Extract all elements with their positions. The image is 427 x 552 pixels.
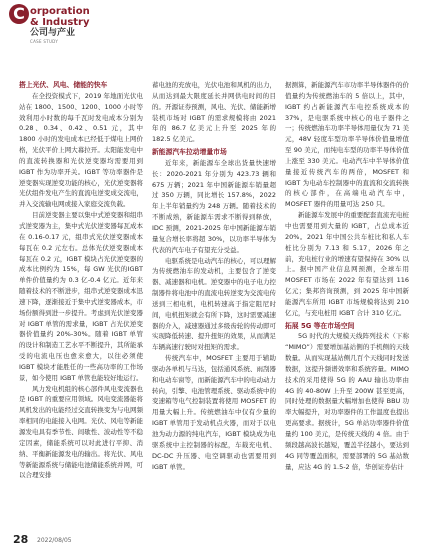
body-paragraph: 在全投资模式下，2019 年地面光伏电站在 1800、1500、1200、1000 小时等效利用小时数的每千瓦时发电成本分别为 0.28、0.34、0.42、0.51 元，其中 1800 小时的发电成本已经低于煤电上网价格，光伏平价上网大幕拉开。太阳能发电中的直流转换器和光伏逆变器均需要用到 IGBT 作为功率开关。IGBT 等功率器件是逆变器实现逆变功能的核心，光伏逆变器将光伏组件发电产生的直流电逆变成交流电，并入交流输电网或接入家庭交流负载。 — [19, 91, 143, 209]
section-heading: 新能源汽车拉动增量市场 — [152, 148, 227, 157]
magazine-header — [0, 0, 427, 60]
body-paragraph: 蓄电池的充放电，光伏电池和风机的出力，从而达到最大限度延长并网供电时间的目的。开源证券预测，风电、光伏、储能新增装机市场对 IGBT 的需求规模将由 2021 年的 86.7 亿美元上升至 2025 年的 182.5 亿美元。 — [152, 81, 276, 144]
body-paragraph: 5G 时代的大规模天线阵列技术（下称 “MIMO”）需要增加基站側的手机侧的天线数量。从而实现基站侧几百个天线同时发送数据，这提升频谱效率和系统容量。MIMO 技术的采用使得 5G 的 AAU 输出功率由 4G 的 40-80W 上升至 200W 甚至更高，同时处理的数据量大幅增加也使得 BBU 功率大幅提升，对功率器件的工作温度也提出更高要求。据统计，5G 单站功率器件价值量约 100 美元，是传统天线的 4 倍。由于频段越高波长越短，覆盖半径越小，要达到 4G 同等覆盖面积，需要部署的 5G 基站数量，应达 4G 的 1.5-2 倍，华创证券估计 — [285, 332, 409, 471]
section-heading: 拓展 5G 等在市场空间 — [285, 321, 355, 330]
section-tagline: CASE STUDY — [30, 39, 59, 44]
text-column-1 — [19, 80, 143, 481]
body-paragraph: 风力发电机组的核心部件风电变流器也是 IGBT 的重要应用领域。风电变流器能将风机发出的电能经过交直转换变为与电网频率相同的电能接入电网。光伏、风电等新能源发电具有季节性、间歇性、波动性等不稳定因素，储能系统可以对此进行平抑、消纳、平衡新能源发电的输出。将光伏、风电等新能源系统与储能电池储能系统并网，可以合理安排 — [19, 384, 143, 480]
section-logo-icon: C — [9, 4, 29, 24]
body-paragraph: 新能源车发展中的重要配套直流充电桩中也需要用到大量的 IGBT，占总成本近 20%。2021 年中国公共车桩比和私人车桩比分别为 7.13 和 5.17，2026 年之前，充电桩行业的增速有望保持在 30% 以上。据中国产业信息网预测，全球车用 MOSFET 市场在 2022 年有望达到 116 亿元；集邦咨询预测，到 2025 年中国新能源汽车所用 IGBT 市场规模将达到 210 亿元，与充电桩用 IGBT 合计 310 亿元。 — [285, 211, 409, 317]
section-name-en-2: & Industry — [30, 17, 90, 28]
section-name-en: orporation — [30, 6, 90, 17]
page-number: 28 — [13, 533, 29, 546]
body-paragraph: 传统汽车中，MOSFET 主要用于辅助驱动各单机与马达，包括通风系统、雨刮器和电动车窗等，而新能源汽车中的电动动力转向，引擎、电池管理系统、驱动系统中的变速箱等电气控制装置将使用 MOSFET 的用量大幅上升。传统燃油车中仅有少量的 IGBT 单管用于发动机点火器，而对于以电池为动力源的纯电汽车，IGBT 模块成为电驱系统中主控制器的标配，车载充电机、DC-DC 升压器、电空调驱动也需要用到 IGBT 单管。 — [152, 354, 276, 471]
body-paragraph: 电驱系统是电动汽车的核心，可以理解为传统燃油车的发动机，主要包含了逆变器、减速器和电机。逆变器中的电子电力控制器件将电池中的直流电转逆变为交流电传送到三相电机，电机转速高于指定阻尼时间，电机扭矩就会有所下降，这时需要减速器的介入，减速器通过多级齿轮的传动即可实现降低转速、提升扭矩的效果，从而满足车辆高速行驶时对扭矩的需求。 — [152, 256, 276, 352]
text-column-3 — [285, 80, 409, 472]
section-logo-text — [30, 6, 90, 45]
body-paragraph: 目前逆变器主要以集中式逆变器和组串式逆变器为主，集中式光伏逆变器每瓦成本在 0.16-0.17 元，组串式光伏逆变器成本每瓦在 0.2 元左右。总体光伏逆变器成本每瓦在 0.2 元，IGBT 模块占光伏逆变器的成本比例约为 15%，每 GW 光伏的IGBT 单件价值量约为 0.3 亿-0.4 亿元。近年来随着技术的不断进步，组串式逆变器成本迅速下降，逐渐接近于集中式逆变器成本，市场份额得到进一步提升。考虑到光伏逆变器对 IGBT 单管的需求量，IGBT 占光伏逆变器价值量约 20%-30%。随着 IGBT 单管的设计和制造工艺水平不断提升，其所能承受的电流电压也愈来愈大，以往必须使 IGBT 模块才能胜任的一些高功率的工作场景，如今使用 IGBT 单管也能较好地运行。 — [19, 211, 143, 382]
issue-date: 2022/08/05 — [37, 537, 72, 544]
text-column-2 — [152, 80, 276, 472]
section-name-cn: 公司与产业 — [30, 28, 76, 38]
page-footer — [0, 530, 427, 552]
body-paragraph: 据测算，新能源汽车市功率半导体器件的价值量约为传统燃油车的 5 倍以上，其中，IGBT 约占新能源汽车电控系统成本的 37%，是电驱系统中核心的电子器件之一；传统燃油车功率半导体用量仅为 71 美元，48V 轻度车型功率半导体价值量增值至 90 美元，而纯电车型的功率半导体价值上涨至 330 美元。电动汽车中半导体价值量接近传统汽车的两倍，MOSFET 和 IGBT 为电动车控制器中的直流和交流转换的核心部件，在高端电动汽车中，MOSFET 器件的用量可达 250 只。 — [285, 81, 409, 209]
body-paragraph: 近年来，新能源车全球出货量快速增长：2020-2021 年分别为 423.73 辆和 675 万辆；2021 年中国新能源车销量超过 350 万辆，同比增长 157.8%，2022 年上半年销量约为 248 万辆。随着技术的不断成熟，新能源车需求不断得到释放，IDC 预测，2021-2025 年中国新能源车销量复合增长率将超 30%，以功率半导体为代表的汽车电子有望充分受益。 — [152, 158, 276, 254]
section-heading: 搭上光伏、风电、储能的快车 — [19, 81, 108, 89]
